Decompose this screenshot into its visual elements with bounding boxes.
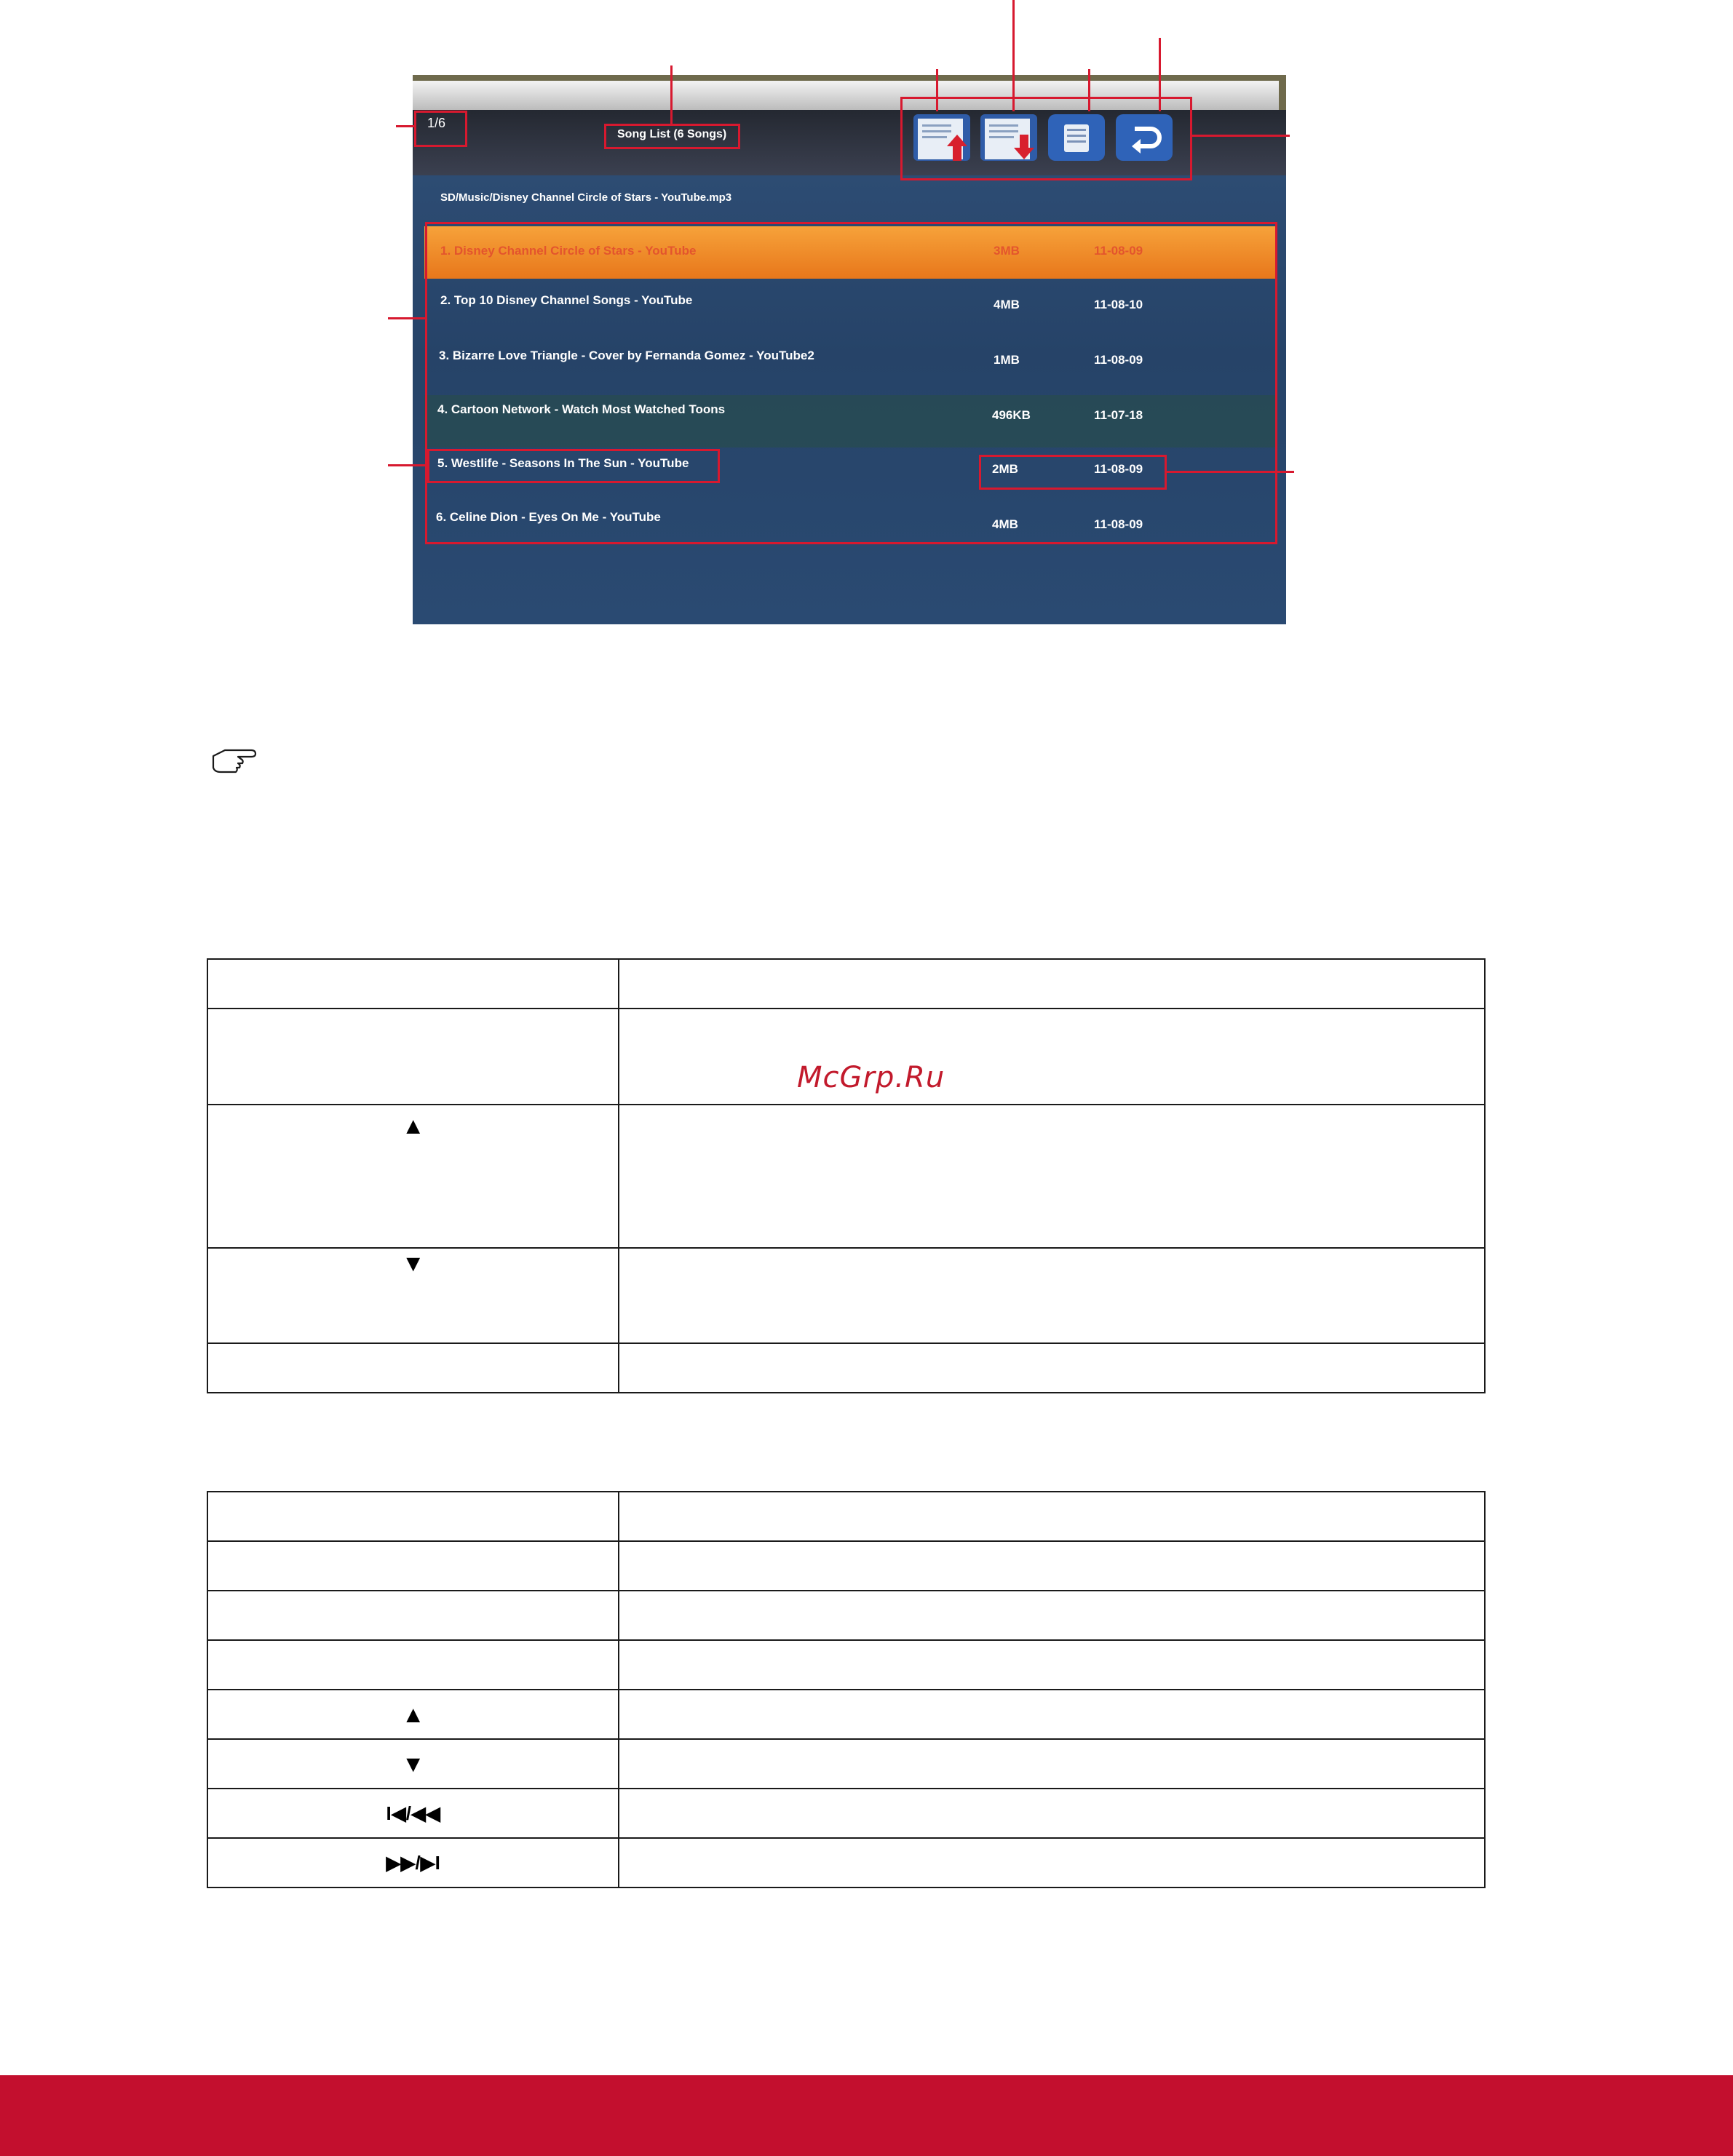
song-date: 11-08-09 <box>1094 353 1143 367</box>
song-size: 496KB <box>992 408 1031 422</box>
table-cell-value <box>619 1591 1485 1640</box>
table-row <box>207 1009 1485 1105</box>
up-arrow-key: ▲ <box>207 1105 619 1248</box>
table-row <box>207 1838 1485 1888</box>
table-cell-value <box>619 1541 1485 1591</box>
table-cell-key <box>207 1009 619 1105</box>
song-size: 1MB <box>994 353 1020 367</box>
song-date: 11-08-09 <box>1094 244 1143 258</box>
table-row <box>207 1248 1485 1343</box>
song-date: 11-08-10 <box>1094 298 1143 311</box>
song-date: 11-07-18 <box>1094 408 1143 422</box>
table-row <box>207 1492 1485 1541</box>
table-cell-value <box>619 1105 1485 1248</box>
table-cell-key <box>207 959 619 1009</box>
callout-box-song-list <box>425 222 1277 544</box>
leader-line <box>388 464 429 466</box>
note-hand-icon <box>209 746 258 776</box>
table-cell-value <box>619 959 1485 1009</box>
song-name: 1. Disney Channel Circle of Stars - YouTube <box>440 244 697 258</box>
song-date: 11-08-09 <box>1094 517 1143 531</box>
song-size: 4MB <box>994 298 1020 311</box>
footer-band <box>0 2075 1733 2156</box>
list-title: Song List (6 Songs) <box>617 128 727 140</box>
page-indicator: 1/6 <box>427 116 446 130</box>
table-2 <box>207 1491 1486 1888</box>
table-row <box>207 1343 1485 1393</box>
callout-box-song-info <box>979 455 1167 490</box>
leader-line <box>1088 69 1090 111</box>
leader-line <box>1012 0 1015 111</box>
previous-key: I◀/◀◀ <box>207 1789 619 1838</box>
song-name: 2. Top 10 Disney Channel Songs - YouTube <box>440 293 693 307</box>
table-1 <box>207 958 1486 1393</box>
song-date: 11-08-09 <box>1094 462 1143 476</box>
leader-line <box>396 125 416 127</box>
table-cell-value <box>619 1690 1485 1739</box>
song-name: 3. Bizarre Love Triangle - Cover by Fernanda Gomez - YouTube2 <box>439 349 814 362</box>
table-row <box>207 959 1485 1009</box>
table-cell-key <box>207 1640 619 1690</box>
table-cell-value <box>619 1343 1485 1393</box>
callout-box-toolbar <box>900 97 1192 180</box>
table-row <box>207 1789 1485 1838</box>
song-name: 6. Celine Dion - Eyes On Me - YouTube <box>436 510 661 524</box>
up-arrow-key: ▲ <box>207 1690 619 1739</box>
table-row <box>207 1739 1485 1789</box>
callout-box-page-indicator <box>414 111 467 147</box>
table-row <box>207 1541 1485 1591</box>
leader-line <box>1191 135 1290 137</box>
leader-line <box>1159 38 1161 111</box>
song-name: 5. Westlife - Seasons In The Sun - YouTube <box>437 456 689 470</box>
table-cell-key <box>207 1492 619 1541</box>
table-cell-key <box>207 1591 619 1640</box>
leader-line <box>1165 471 1294 473</box>
down-arrow-key: ▼ <box>207 1739 619 1789</box>
table-cell-value <box>619 1248 1485 1343</box>
table-cell-key <box>207 1541 619 1591</box>
table-cell-value <box>619 1492 1485 1541</box>
table-cell-value <box>619 1640 1485 1690</box>
table-cell-value <box>619 1838 1485 1888</box>
file-path: SD/Music/Disney Channel Circle of Stars - YouTube.mp3 <box>440 191 732 204</box>
next-key: ▶▶/▶I <box>207 1838 619 1888</box>
song-name: 4. Cartoon Network - Watch Most Watched Toons <box>437 402 726 416</box>
leader-line <box>670 65 673 125</box>
song-size: 2MB <box>992 462 1018 476</box>
leader-line <box>388 317 427 319</box>
table-cell-value <box>619 1009 1485 1105</box>
table-cell-value <box>619 1739 1485 1789</box>
leader-line <box>936 69 938 111</box>
song-size: 4MB <box>992 517 1018 531</box>
table-cell-key <box>207 1343 619 1393</box>
song-size: 3MB <box>994 244 1020 258</box>
callout-box-song-name <box>427 449 720 483</box>
table-row <box>207 1105 1485 1248</box>
callout-box-list-title <box>604 124 740 149</box>
table-cell-value <box>619 1789 1485 1838</box>
watermark: McGrp.Ru <box>797 1061 945 1094</box>
down-arrow-key: ▼ <box>207 1248 619 1343</box>
table-row <box>207 1640 1485 1690</box>
table-row <box>207 1690 1485 1739</box>
table-row <box>207 1591 1485 1640</box>
